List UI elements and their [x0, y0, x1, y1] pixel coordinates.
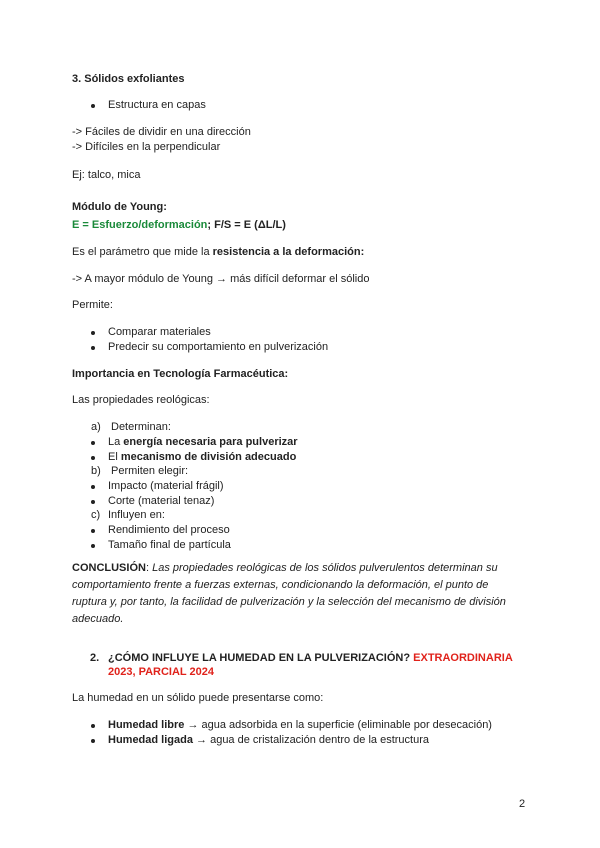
question-title	[108, 651, 513, 665]
permite-label: Permite:	[72, 299, 113, 311]
conclusion-colon: :	[145, 562, 153, 574]
bullet-icon	[91, 724, 95, 728]
item-rest: → agua adsorbida en la superficie (eliminable por desecación)	[184, 719, 492, 731]
list-item	[108, 718, 492, 732]
exam-tag: EXTRAORDINARIA	[413, 652, 513, 664]
list-item: Tamaño final de partícula	[108, 539, 231, 551]
list-item: Impacto (material frágil)	[108, 480, 224, 492]
list-label: a)	[91, 421, 101, 433]
bullet-icon	[91, 529, 95, 533]
item-bold: Humedad ligada	[108, 734, 193, 746]
conclusion-label: CONCLUSIÓN	[72, 562, 146, 574]
text-line: -> A mayor módulo de Young → más difícil deformar el sólido	[72, 273, 370, 285]
formula-bold: F/S = E (ΔL/L)	[214, 219, 286, 231]
importance-intro: Las propiedades reológicas:	[72, 394, 210, 406]
list-item: Influyen en:	[108, 509, 165, 521]
humidity-intro: La humedad en un sólido puede presentarse como:	[72, 692, 324, 704]
conclusion-text: ruptura y, por tanto, la facilidad de pulverización y la selección del mecanismo de división	[72, 596, 506, 608]
question-number: 2.	[90, 652, 100, 664]
conclusion-text: Las propiedades reológicas de los sólidos pulverulentos determinan su	[152, 562, 498, 574]
bullet-icon	[91, 441, 95, 445]
bullet-icon	[91, 739, 95, 743]
list-item	[108, 450, 296, 464]
bullet-icon	[91, 104, 95, 108]
formula-separator: ;	[207, 219, 215, 231]
item-bold: Humedad libre	[108, 719, 185, 731]
importance-heading: Importancia en Tecnología Farmacéutica:	[72, 368, 289, 380]
list-item: Determinan:	[111, 421, 171, 433]
section-heading: 3. Sólidos exfoliantes	[72, 73, 185, 85]
conclusion-text: comportamiento frente a fuerzas externas, condicionando la deformación, el punto de	[72, 579, 489, 591]
list-label: b)	[91, 465, 101, 477]
bullet-icon	[91, 500, 95, 504]
desc-text: Es el parámetro que mide la	[72, 246, 213, 258]
list-item: Comparar materiales	[108, 326, 211, 338]
formula-green: E = Esfuerzo/deformación	[72, 219, 208, 231]
bullet-icon	[91, 456, 95, 460]
item-rest: → agua de cristalización dentro de la estructura	[192, 734, 429, 746]
list-item	[108, 733, 429, 747]
item-prefix: El	[108, 451, 121, 463]
conclusion-line	[72, 561, 498, 575]
list-item: Permiten elegir:	[111, 465, 189, 477]
bullet-icon	[91, 331, 95, 335]
example-text: Ej: talco, mica	[72, 169, 141, 181]
item-prefix: La	[108, 436, 124, 448]
question-title-text: ¿CÓMO INFLUYE LA HUMEDAD EN LA PULVERIZACIÓN?	[108, 652, 411, 664]
text-line: -> Difíciles en la perpendicular	[72, 141, 221, 153]
young-description	[72, 245, 364, 259]
desc-bold: resistencia a la deformación:	[212, 246, 365, 258]
item-bold: energía necesaria para pulverizar	[123, 436, 298, 448]
list-label: c)	[91, 509, 101, 521]
bullet-icon	[91, 544, 95, 548]
page-number: 2	[519, 798, 526, 810]
young-heading: Módulo de Young:	[72, 201, 167, 213]
exam-tag: 2023, PARCIAL 2024	[108, 666, 214, 678]
young-formula	[72, 218, 286, 232]
item-bold: mecanismo de división adecuado	[120, 451, 297, 463]
bullet-icon	[91, 346, 95, 350]
list-item: Rendimiento del proceso	[108, 524, 230, 536]
list-item	[108, 435, 298, 449]
bullet-icon	[91, 485, 95, 489]
list-item: Corte (material tenaz)	[108, 495, 215, 507]
list-item: Predecir su comportamiento en pulverización	[108, 341, 329, 353]
list-item: Estructura en capas	[108, 99, 206, 111]
conclusion-text: adecuado.	[72, 613, 124, 625]
text-line: -> Fáciles de dividir en una dirección	[72, 126, 251, 138]
